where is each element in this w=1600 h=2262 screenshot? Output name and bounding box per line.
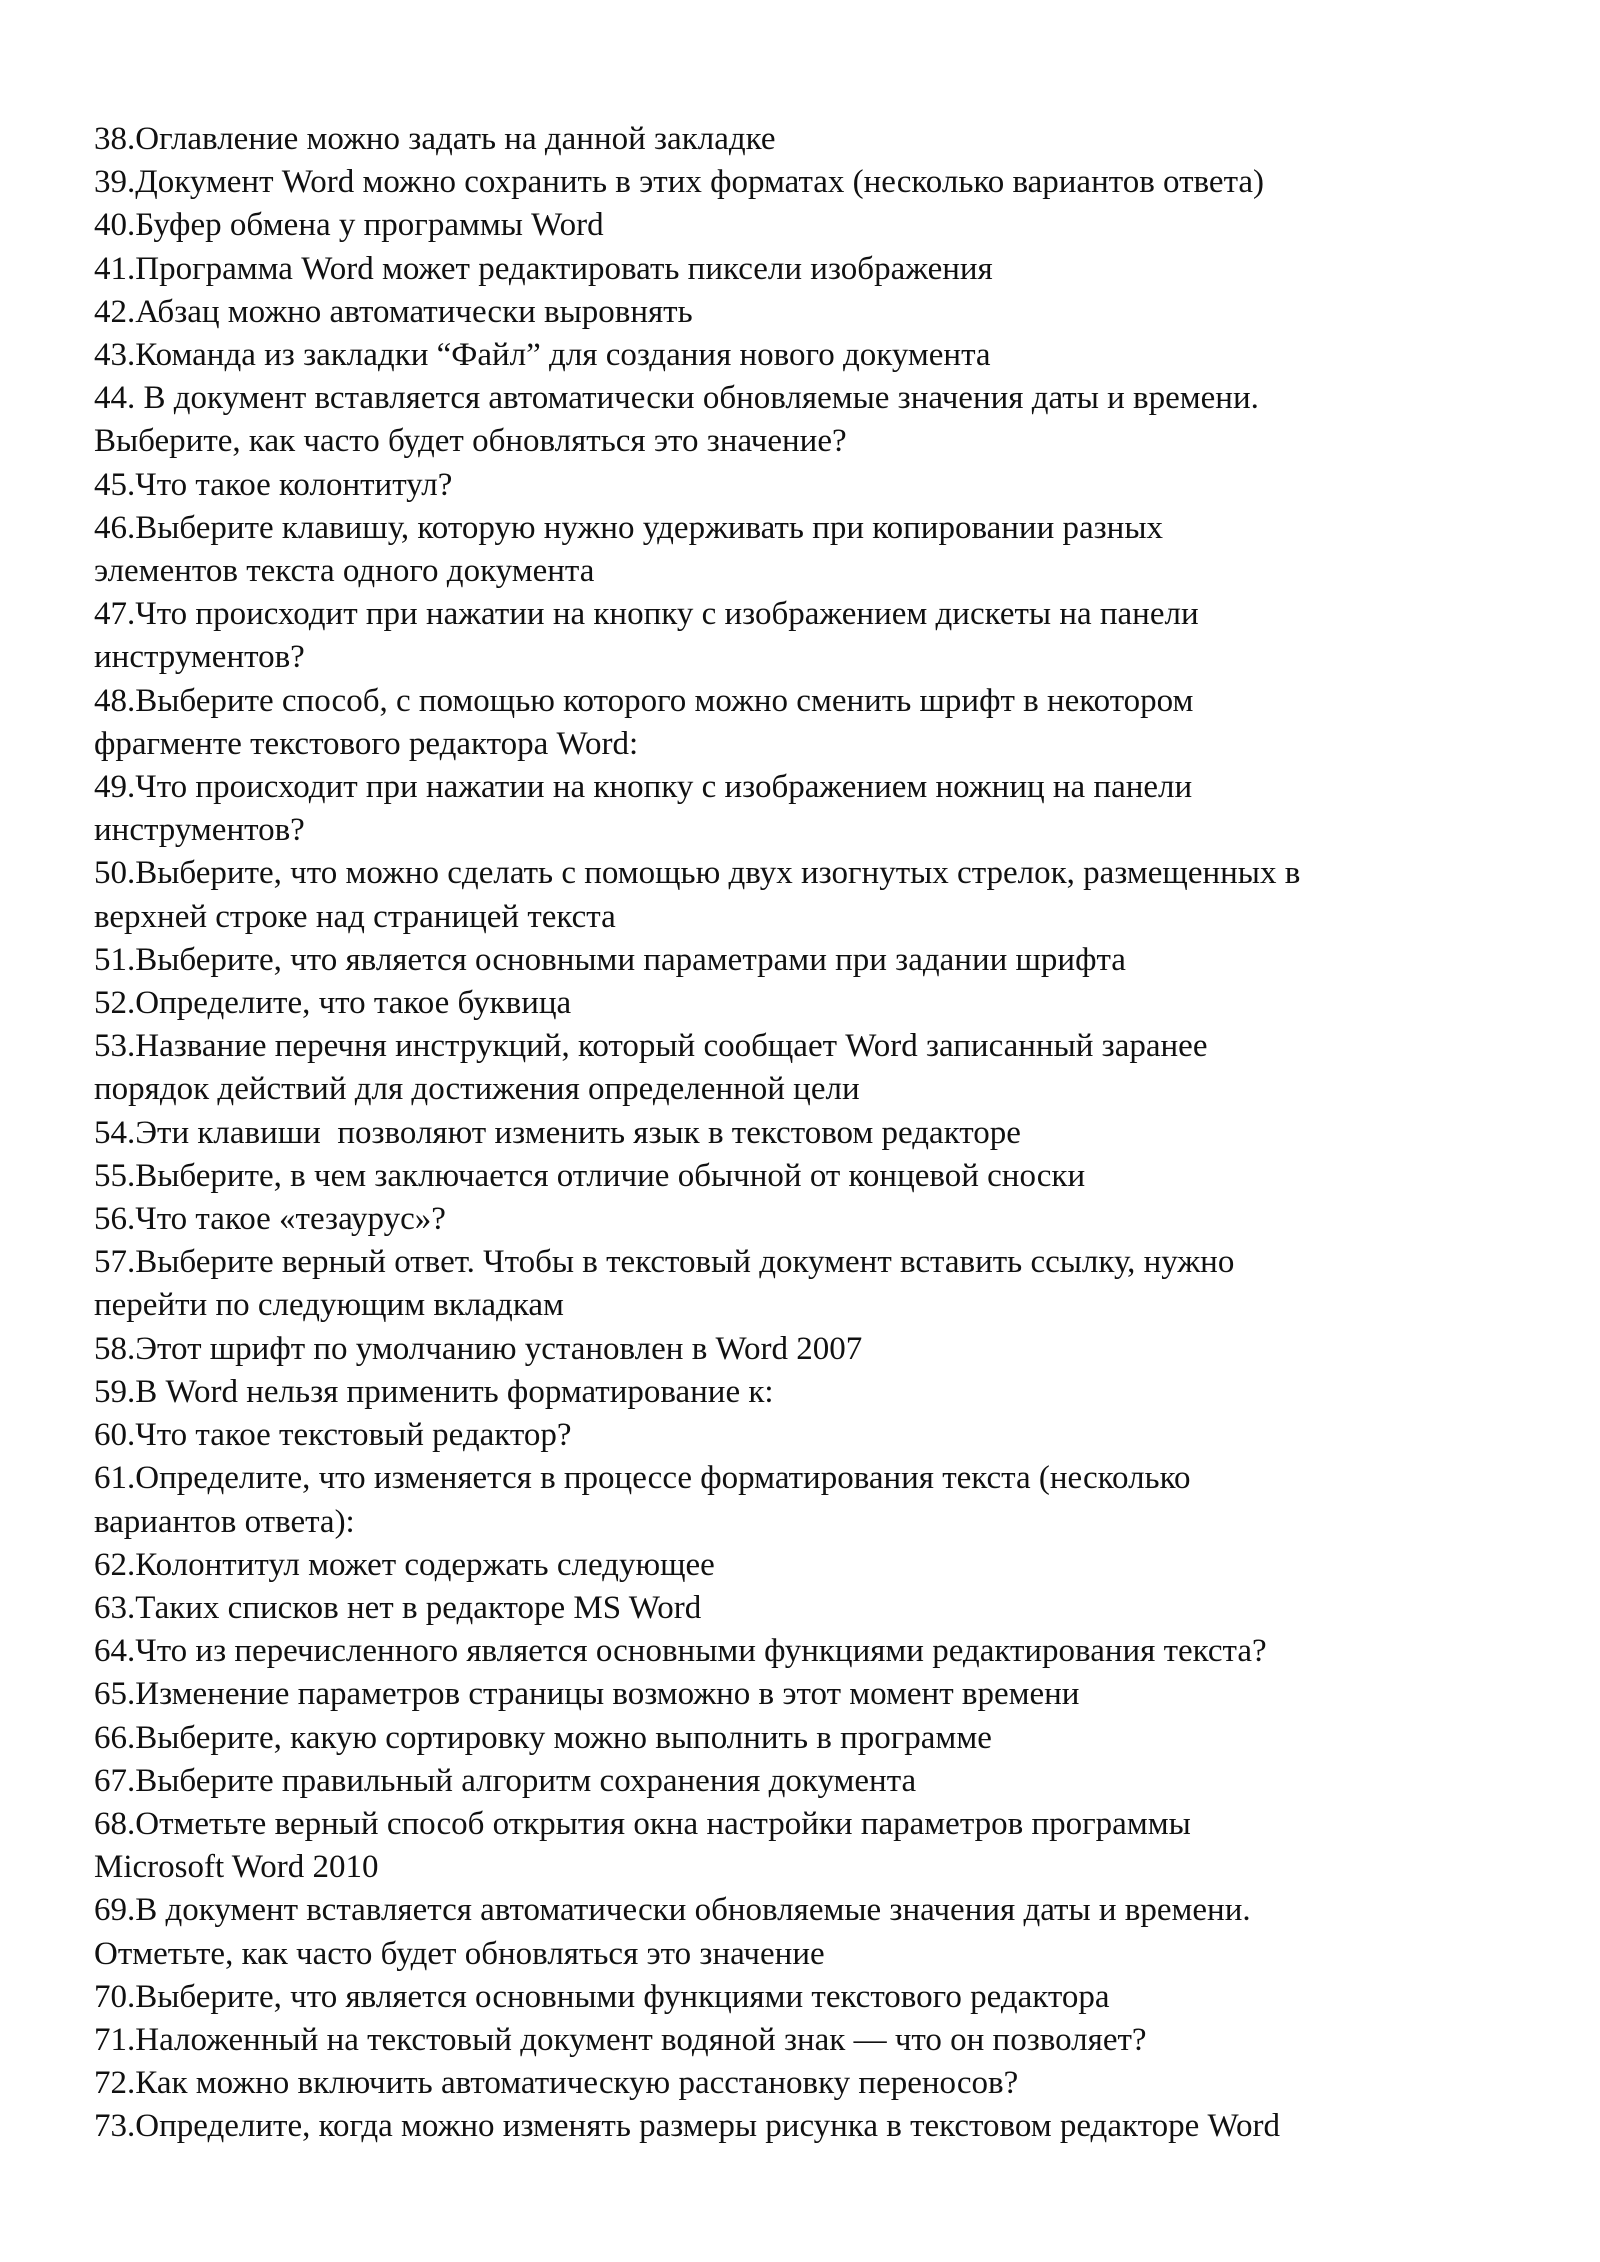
question-39: 39.Документ Word можно сохранить в этих форматах (несколько вариантов ответа) — [94, 164, 1265, 201]
question-49: 49.Что происходит при нажатии на кнопку с изображением ножниц на панели инструментов? — [94, 769, 1193, 849]
question-68: 68.Отметьте верный способ открытия окна настройки параметров программы Microsoft Word 2010 — [94, 1805, 1191, 1886]
question-66: 66.Выберите, какую сортировку можно выполнить в программе — [94, 1719, 992, 1756]
question-59: 59.В Word нельзя применить форматирование к: — [94, 1373, 774, 1410]
question-41: 41.Программа Word может редактировать пиксели изображения — [94, 250, 993, 287]
question-43: 43.Команда из закладки “Файл” для создания нового документа — [94, 337, 991, 374]
question-61: 61.Определите, что изменяется в процессе форматирования текста (несколько вариантов ответа): — [94, 1460, 1191, 1540]
question-67: 67.Выберите правильный алгоритм сохранения документа — [94, 1762, 917, 1799]
question-63: 63.Таких списков нет в редакторе MS Word — [94, 1589, 702, 1626]
question-48: 48.Выберите способ, с помощью которого можно сменить шрифт в некотором фрагменте текстового редактора Word: — [94, 682, 1194, 762]
question-42: 42.Абзац можно автоматически выровнять — [94, 293, 693, 330]
question-40: 40.Буфер обмена у программы Word — [94, 207, 604, 244]
question-46: 46.Выберите клавишу, которую нужно удерживать при копировании разных элементов текста одного документа — [94, 509, 1163, 590]
question-57: 57.Выберите верный ответ. Чтобы в текстовый документ вставить ссылку, нужно перейти по следующим вкладкам — [94, 1244, 1235, 1324]
question-54: 54.Эти клавиши позволяют изменить язык в текстовом редакторе — [94, 1114, 1021, 1151]
question-45: 45.Что такое колонтитул? — [94, 466, 453, 503]
question-38: 38.Оглавление можно задать на данной закладке — [94, 121, 776, 157]
question-69: 69.В документ вставляется автоматически обновляемые значения даты и времени. Отметьте, как часто будет обновляться это значение — [94, 1892, 1251, 1972]
question-72: 72.Как можно включить автоматическую расстановку переносов? — [94, 2065, 1019, 2102]
question-47: 47.Что происходит при нажатии на кнопку с изображением дискеты на панели инструментов? — [94, 596, 1199, 676]
question-58: 58.Этот шрифт по умолчанию установлен в Word 2007 — [94, 1330, 863, 1367]
question-50: 50.Выберите, что можно сделать с помощью двух изогнутых стрелок, размещенных в верхней строке над страницей текста — [94, 855, 1301, 935]
question-53: 53.Название перечня инструкций, который сообщает Word записанный заранее порядок действий для достижения определенной цели — [94, 1028, 1208, 1108]
question-51: 51.Выберите, что является основными параметрами при задании шрифта — [94, 941, 1126, 978]
question-44: 44. В документ вставляется автоматически обновляемые значения даты и времени. Выберите, как часто будет обновляться это значение? — [94, 380, 1259, 460]
question-64: 64.Что из перечисленного является основными функциями редактирования текста? — [94, 1633, 1267, 1670]
question-73: 73.Определите, когда можно изменять размеры рисунка в текстовом редакторе Word — [94, 2108, 1280, 2145]
question-65: 65.Изменение параметров страницы возможно в этот момент времени — [94, 1676, 1080, 1713]
question-60: 60.Что такое текстовый редактор? — [94, 1417, 572, 1454]
question-71: 71.Наложенный на текстовый документ водяной знак — что он позволяет? — [94, 2021, 1147, 2058]
question-52: 52.Определите, что такое буквица — [94, 985, 572, 1022]
question-56: 56.Что такое «тезаурус»? — [94, 1201, 446, 1238]
question-list — [94, 118, 1524, 2149]
question-70: 70.Выберите, что является основными функциями текстового редактора — [94, 1978, 1110, 2015]
question-62: 62.Колонтитул может содержать следующее — [94, 1546, 715, 1583]
question-55: 55.Выберите, в чем заключается отличие обычной от концевой сноски — [94, 1157, 1086, 1194]
